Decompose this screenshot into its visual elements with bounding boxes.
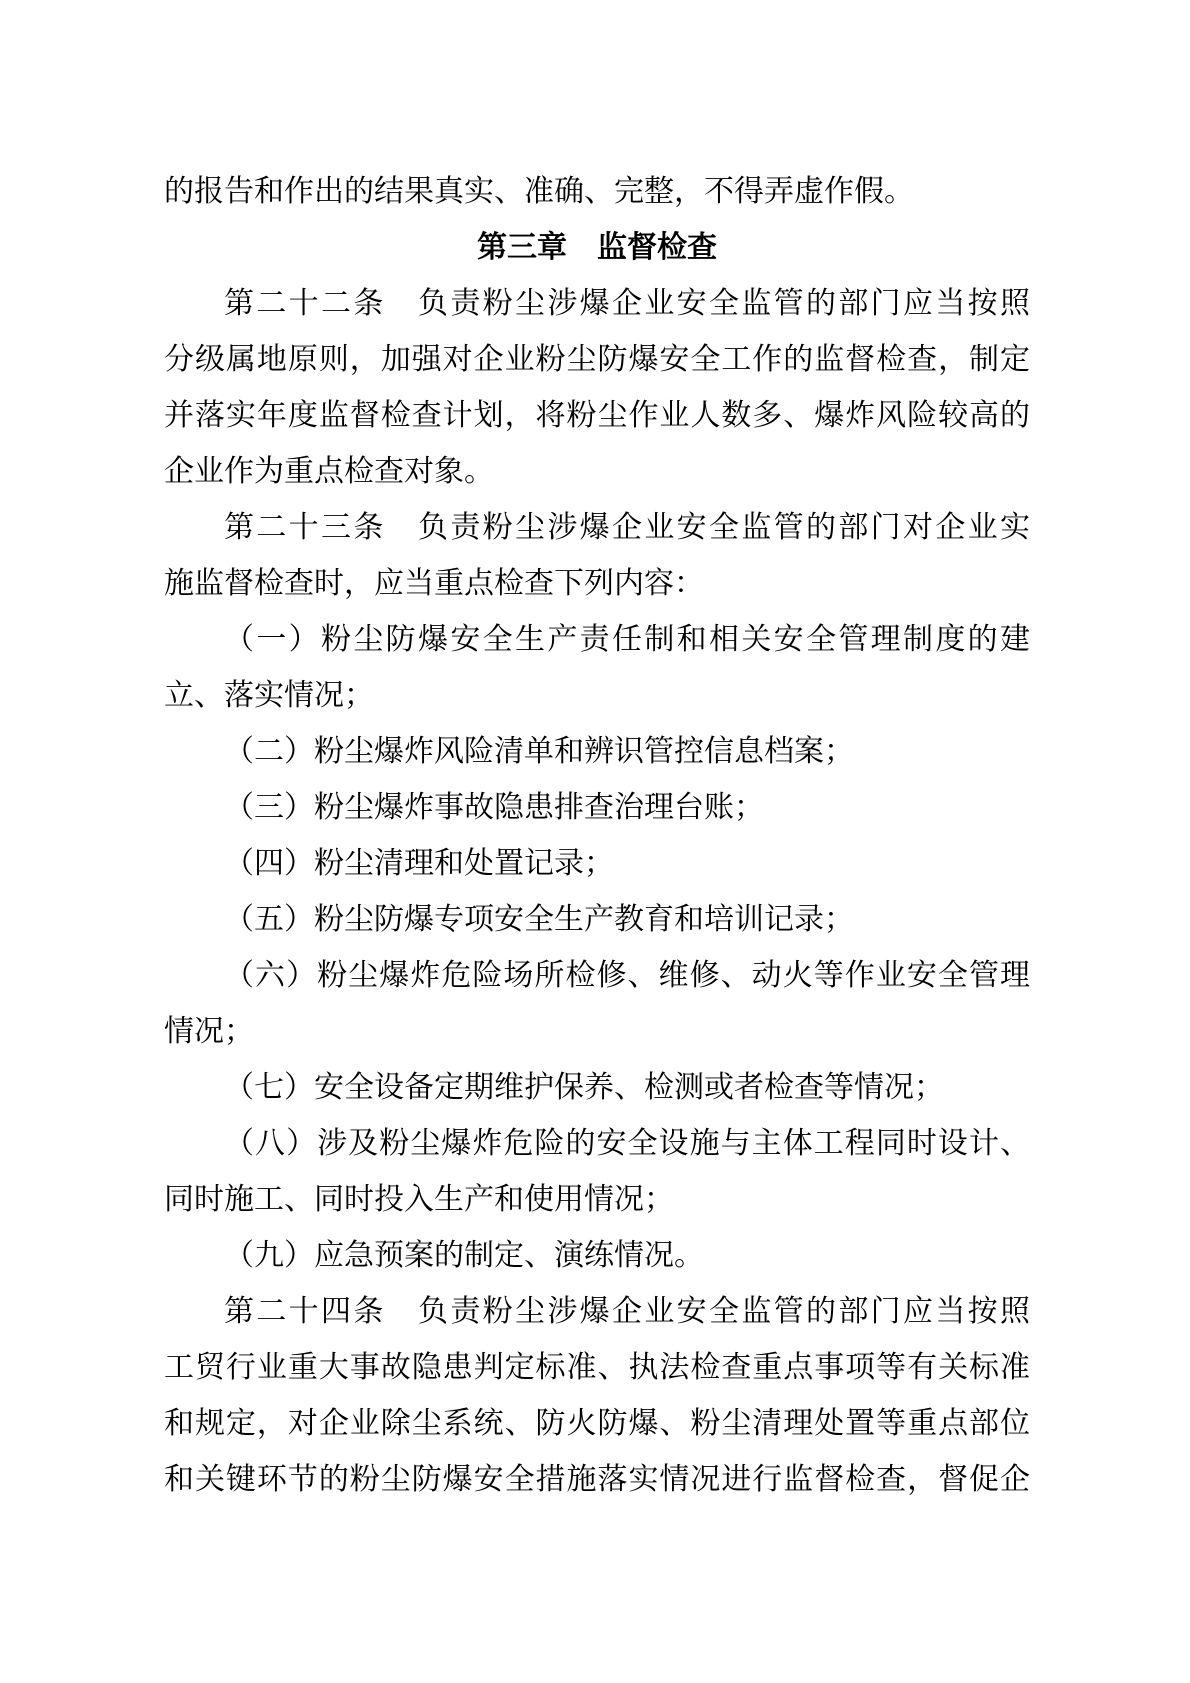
document-line: 第二十三条 负责粉尘涉爆企业安全监管的部门对企业实	[224, 510, 1030, 545]
document-line: 同时施工、同时投入生产和使用情况；	[164, 1182, 674, 1217]
document-line: （六）粉尘爆炸危险场所检修、维修、动火等作业安全管理	[224, 958, 1030, 993]
chapter-heading: 第三章 监督检查	[477, 230, 717, 265]
document-body	[164, 164, 1030, 1508]
document-line: 并落实年度监督检查计划，将粉尘作业人数多、爆炸风险较高的	[164, 398, 1030, 433]
document-line: （九）应急预案的制定、演练情况。	[224, 1238, 704, 1273]
document-line: （三）粉尘爆炸事故隐患排查治理台账；	[224, 790, 764, 825]
document-line: 分级属地原则，加强对企业粉尘防爆安全工作的监督检查，制定	[164, 342, 1030, 377]
document-line: 工贸行业重大事故隐患判定标准、执法检查重点事项等有关标准	[164, 1350, 1030, 1385]
document-line: 和关键环节的粉尘防爆安全措施落实情况进行监督检查，督促企	[164, 1462, 1030, 1497]
document-line: 的报告和作出的结果真实、准确、完整，不得弄虚作假。	[164, 174, 914, 209]
document-line: 立、落实情况；	[164, 678, 374, 713]
document-line: 企业作为重点检查对象。	[164, 454, 494, 489]
document-line: （二）粉尘爆炸风险清单和辨识管控信息档案；	[224, 734, 854, 769]
document-line: 施监督检查时，应当重点检查下列内容：	[164, 566, 704, 601]
document-line: （八）涉及粉尘爆炸危险的安全设施与主体工程同时设计、	[224, 1126, 1030, 1161]
document-line: （四）粉尘清理和处置记录；	[224, 846, 614, 881]
document-line: 情况；	[164, 1014, 254, 1049]
document-line: 第二十四条 负责粉尘涉爆企业安全监管的部门应当按照	[224, 1294, 1030, 1329]
document-line: 第二十二条 负责粉尘涉爆企业安全监管的部门应当按照	[224, 286, 1030, 321]
document-line: 和规定，对企业除尘系统、防火防爆、粉尘清理处置等重点部位	[164, 1406, 1030, 1441]
document-line: （七）安全设备定期维护保养、检测或者检查等情况；	[224, 1070, 944, 1105]
document-line: （一）粉尘防爆安全生产责任制和相关安全管理制度的建	[224, 622, 1030, 657]
document-line: （五）粉尘防爆专项安全生产教育和培训记录；	[224, 902, 854, 937]
